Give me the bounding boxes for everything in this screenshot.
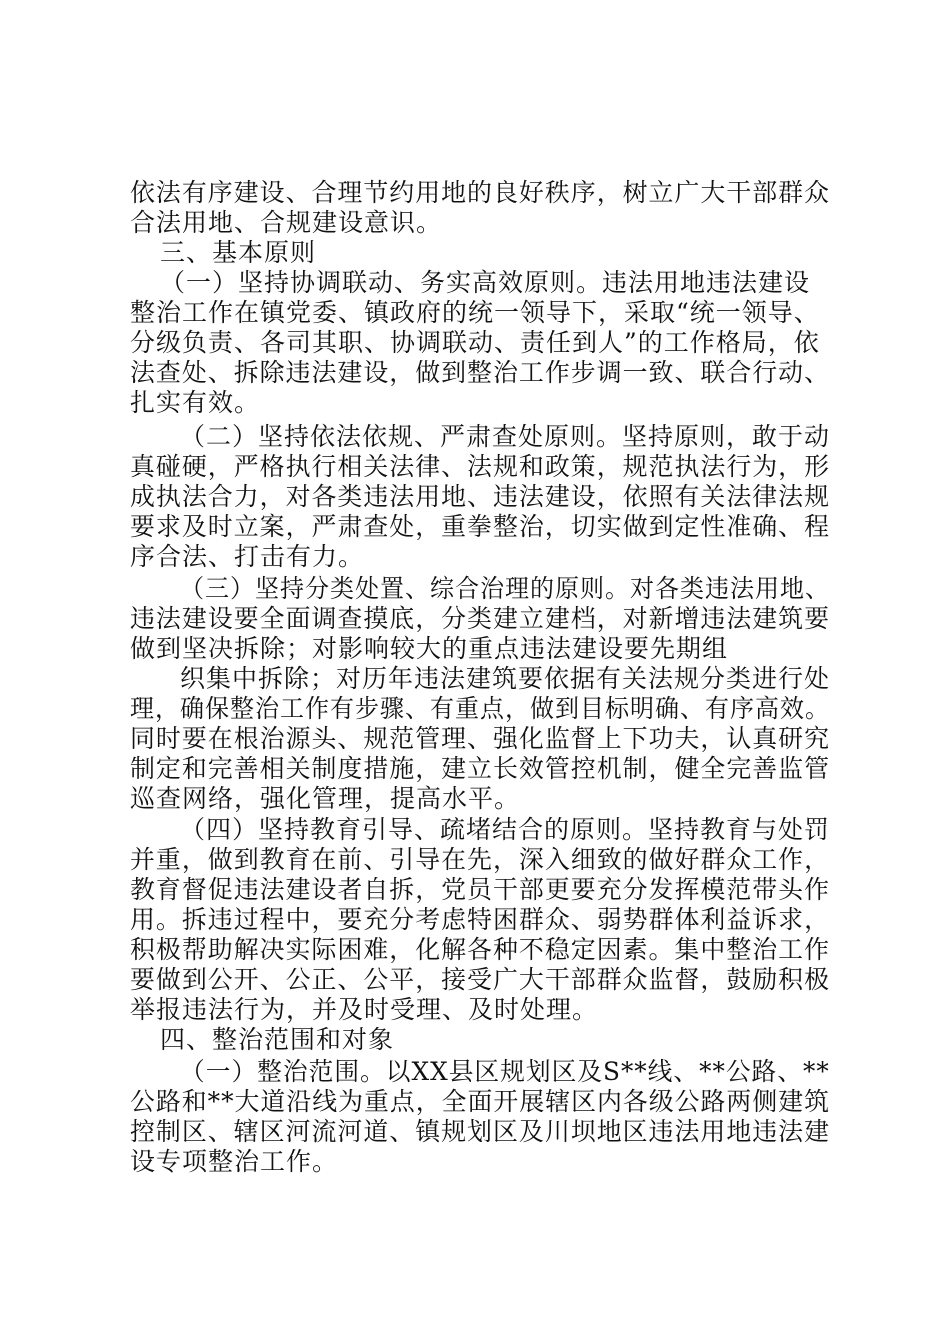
text-line: 违法建设要全面调查摸底，分类建立建档，对新增违法建筑要 bbox=[130, 604, 831, 633]
text-line: 织集中拆除；对历年违法建筑要依据有关法规分类进行处 bbox=[180, 664, 831, 693]
text-line: 巡查网络，强化管理，提高水平。 bbox=[130, 784, 521, 813]
text-line: 举报违法行为，并及时受理、及时处理。 bbox=[130, 995, 599, 1024]
text-line: 要求及时立案，严肃查处，重拳整治，切实做到定性准确、程 bbox=[130, 512, 831, 541]
text-line: 理，确保整治工作有步骤、有重点，做到目标明确、有序高效。 bbox=[130, 694, 830, 723]
section-heading: 三、基本原则 bbox=[160, 238, 317, 267]
text-line: 真碰硬，严格执行相关法律、法规和政策，规范执法行为，形 bbox=[130, 452, 831, 481]
text-line: （四）坚持教育引导、疏堵结合的原则。坚持教育与处罚 bbox=[180, 815, 831, 844]
text-line: 序合法、打击有力。 bbox=[130, 542, 365, 571]
text-line: 公路和**大道沿线为重点，全面开展辖区内各级公路两侧建筑 bbox=[130, 1087, 830, 1116]
text-line: 扎实有效。 bbox=[130, 388, 261, 417]
text-line: （一）整治范围。以XX县区规划区及S**线、**公路、** bbox=[180, 1057, 830, 1086]
text-line: 要做到公开、公正、公平，接受广大干部群众监督，鼓励积极 bbox=[130, 965, 831, 994]
text-line: 分级负责、各司其职、协调联动、责任到人”的工作格局，依 bbox=[130, 328, 820, 357]
text-line: 整治工作在镇党委、镇政府的统一领导下，采取“统一领导、 bbox=[130, 298, 820, 327]
text-line: 成执法合力，对各类违法用地、违法建设，依照有关法律法规 bbox=[130, 482, 831, 511]
text-line: 教育督促违法建设者自拆，党员干部更要充分发挥模范带头作 bbox=[130, 875, 831, 904]
text-line: 设专项整治工作。 bbox=[130, 1147, 339, 1176]
text-line: 依法有序建设、合理节约用地的良好秩序，树立广大干部群众 bbox=[130, 178, 831, 207]
text-line: 做到坚决拆除；对影响较大的重点违法建设要先期组 bbox=[130, 634, 729, 663]
text-line: （一）坚持协调联动、务实高效原则。违法用地违法建设 bbox=[160, 268, 811, 297]
text-line: （三）坚持分类处置、综合治理的原则。对各类违法用地、 bbox=[180, 574, 830, 603]
text-line: 制定和完善相关制度措施，建立长效管控机制，健全完善监管 bbox=[130, 754, 831, 783]
text-line: （二）坚持依法依规、严肃查处原则。坚持原则，敢于动 bbox=[180, 422, 831, 451]
text-line: 法查处、拆除违法建设，做到整治工作步调一致、联合行动、 bbox=[130, 358, 831, 387]
text-line: 并重，做到教育在前、引导在先，深入细致的做好群众工作， bbox=[130, 845, 831, 874]
text-line: 用。拆违过程中，要充分考虑特困群众、弱势群体利益诉求， bbox=[130, 905, 831, 934]
text-line: 控制区、辖区河流河道、镇规划区及川坝地区违法用地违法建 bbox=[130, 1117, 831, 1146]
text-line: 积极帮助解决实际困难，化解各种不稳定因素。集中整治工作 bbox=[130, 935, 831, 964]
text-line: 同时要在根治源头、规范管理、强化监督上下功夫，认真研究 bbox=[130, 724, 831, 753]
text-line: 合法用地、合规建设意识。 bbox=[130, 208, 443, 237]
section-heading: 四、整治范围和对象 bbox=[160, 1025, 395, 1054]
